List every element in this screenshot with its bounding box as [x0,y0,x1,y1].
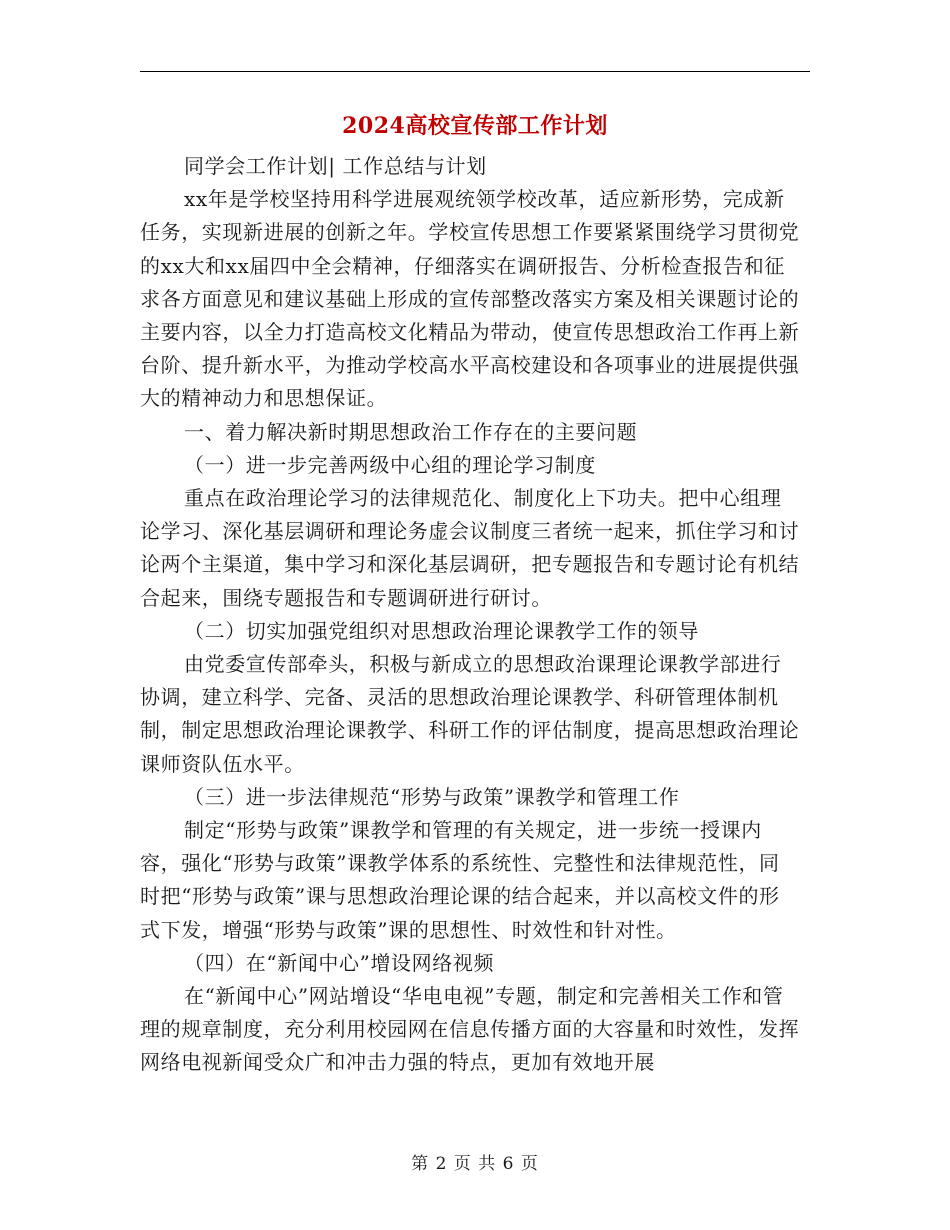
header-rule [140,71,810,72]
subsection-heading: （一）进一步完善两级中心组的理论学习制度 [184,452,596,477]
intro-line: 同学会工作计划| 工作总结与计划 [184,154,487,178]
section-heading: 一、着力解决新时期思想政治工作存在的主要问题 [184,419,638,444]
subsection-heading: （二）切实加强党组织对思想政治理论课教学工作的领导 [184,618,699,643]
paragraph: 由党委宣传部牵头，积极与新成立的思想政治课理论课教学部进行协调，建立科学、完备、灵活的思想政治理论课教学、科研管理体制机制，制定思想政治理论课教学、科研工作的评估制度，提高思想政治理论课师资队伍水平。 [140,652,800,776]
page-number: 第 2 页 共 6 页 [411,1154,539,1174]
document-body [140,150,800,1080]
subsection-heading: （四）在“新闻中心”增设网络视频 [184,950,495,975]
paragraph: xx年是学校坚持用科学进展观统领学校改革，适应新形势，完成新任务，实现新进展的创新之年。学校宣传思想工作要紧紧围绕学习贯彻党的xx大和xx届四中全会精神，仔细落实在调研报告、分析检查报告和征求各方面意见和建议基础上形成的宣传部整改落实方案及相关课题讨论的主要内容，以全力打造高校文化精品为带动，使宣传思想政治工作再上新台阶、提升新水平，为推动学校高水平高校建设和各项事业的进展提供强大的精神动力和思想保证。 [140,187,800,411]
subsection-heading: （三）进一步法律规范“形势与政策”课教学和管理工作 [184,784,680,809]
paragraph: 重点在政治理论学习的法律规范化、制度化上下功夫。把中心组理论学习、深化基层调研和理论务虚会议制度三者统一起来，抓住学习和讨论两个主渠道，集中学习和深化基层调研，把专题报告和专题讨论有机结合起来，围绕专题报告和专题调研进行研讨。 [140,486,800,610]
document-title: 2024高校宣传部工作计划 [342,113,608,139]
paragraph: 在“新闻中心”网站增设“华电电视”专题，制定和完善相关工作和管理的规章制度，充分利用校园网在信息传播方面的大容量和时效性，发挥网络电视新闻受众广和冲击力强的特点，更加有效地开展 [140,984,800,1075]
paragraph: 制定“形势与政策”课教学和管理的有关规定，进一步统一授课内容，强化“形势与政策”课教学体系的系统性、完整性和法律规范性，同时把“形势与政策”课与思想政治理论课的结合起来，并以高校文件的形式下发，增强“形势与政策”课的思想性、时效性和针对性。 [140,818,780,942]
